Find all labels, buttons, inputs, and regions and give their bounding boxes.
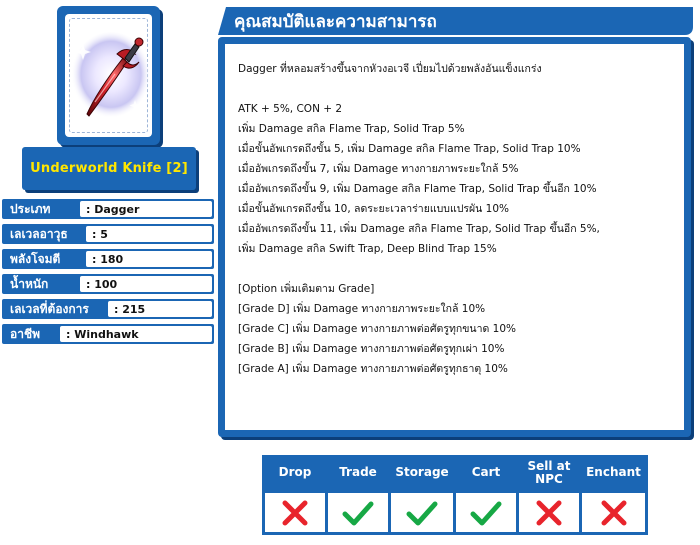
description-text — [238, 59, 678, 379]
description-line: [Grade A] เพิ่ม Damage ทางกายภาพต่อศัตรูทุกธาตุ 10% — [238, 363, 508, 375]
attr-row-required-level — [2, 299, 214, 319]
attr-label: เลเวลอาวุธ — [10, 226, 68, 241]
trade-head-cart: Cart — [471, 465, 501, 479]
description-line — [238, 259, 678, 279]
attr-value: : 180 — [86, 251, 212, 267]
attr-row-weapon-level — [2, 224, 214, 244]
cross-icon — [280, 498, 310, 528]
description-line: Dagger ที่หลอมสร้างขึ้นจากหัวงอเวจี เปี่ยมไปด้วยพลังอันแข็งแกร่ง — [238, 63, 542, 75]
check-icon — [469, 498, 503, 528]
attr-value: : 5 — [86, 226, 212, 242]
description-line: เมื่ออัพเกรดถึงขั้น 7, เพิ่ม Damage ทางกายภาพระยะใกล้ 5% — [238, 163, 519, 175]
trade-cell-cart — [456, 493, 516, 532]
item-name: Underworld Knife [2] — [30, 161, 188, 176]
attr-label: เลเวลที่ต้องการ — [10, 301, 89, 316]
section-title: คุณสมบัติและความสามารถ — [234, 11, 437, 32]
description-line: ATK + 5%, CON + 2 — [238, 103, 343, 115]
attr-label: พลังโจมตี — [10, 251, 61, 266]
cross-icon — [534, 498, 564, 528]
trade-head-enchant: Enchant — [586, 465, 641, 479]
item-card — [57, 6, 160, 145]
trade-cell-enchant — [582, 493, 645, 532]
section-header — [218, 7, 693, 35]
description-line: [Grade B] เพิ่ม Damage ทางกายภาพต่อศัตรูทุกเผ่า 10% — [238, 343, 505, 355]
description-line: เมื่ออัพเกรดถึงขั้น 11, เพิ่ม Damage สกิล Flame Trap, Solid Trap ขึ้นอีก 5%, — [238, 223, 600, 235]
description-line: เมื่อขั้นอัพเกรดถึงขั้น 5, เพิ่ม Damage สกิล Flame Trap, Solid Trap 10% — [238, 143, 581, 155]
description-panel — [218, 37, 691, 437]
trade-cell-sell-npc — [519, 493, 579, 532]
trade-head-trade: Trade — [339, 465, 377, 479]
trade-head-sell-npc: Sell at NPC — [527, 458, 571, 486]
trade-head-storage: Storage — [395, 465, 449, 479]
description-line — [238, 79, 678, 99]
attr-value: : Windhawk — [60, 326, 212, 342]
description-line: [Grade D] เพิ่ม Damage ทางกายภาพระยะใกล้ 10% — [238, 303, 486, 315]
cross-icon — [599, 498, 629, 528]
description-line: เพิ่ม Damage สกิล Flame Trap, Solid Trap 5% — [238, 123, 465, 135]
description-line: [Grade C] เพิ่ม Damage ทางกายภาพต่อศัตรูทุกขนาด 10% — [238, 323, 516, 335]
attr-row-job — [2, 324, 214, 344]
attr-row-attack — [2, 249, 214, 269]
description-line: เมื่ออัพเกรดถึงขั้น 9, เพิ่ม Damage สกิล Flame Trap, Solid Trap ขึ้นอีก 10% — [238, 183, 597, 195]
description-line: [Option เพิ่มเติมตาม Grade] — [238, 283, 375, 295]
trade-table — [262, 455, 648, 535]
trade-head-drop: Drop — [278, 465, 312, 479]
attr-label: อาชีพ — [10, 326, 40, 341]
trade-cell-storage — [391, 493, 453, 532]
check-icon — [405, 498, 439, 528]
attr-label: ประเภท — [10, 201, 51, 216]
item-name-box — [22, 147, 196, 190]
description-line: เมื่อขั้นอัพเกรดถึงขั้น 10, ลดระยะเวลาร่ายแบบแปรผัน 10% — [238, 203, 510, 215]
check-icon — [341, 498, 375, 528]
trade-cell-drop — [265, 493, 325, 532]
attr-row-type — [2, 199, 214, 219]
trade-cell-trade — [328, 493, 388, 532]
item-card-inner — [65, 14, 152, 137]
attr-value: : Dagger — [80, 201, 212, 217]
dagger-icon — [65, 14, 152, 137]
description-panel-inner — [225, 44, 684, 430]
description-line: เพิ่ม Damage สกิล Swift Trap, Deep Blind Trap 15% — [238, 243, 497, 255]
attr-value: : 100 — [80, 276, 212, 292]
attr-value: : 215 — [108, 301, 212, 317]
attr-label: น้ำหนัก — [10, 276, 49, 291]
attr-row-weight — [2, 274, 214, 294]
